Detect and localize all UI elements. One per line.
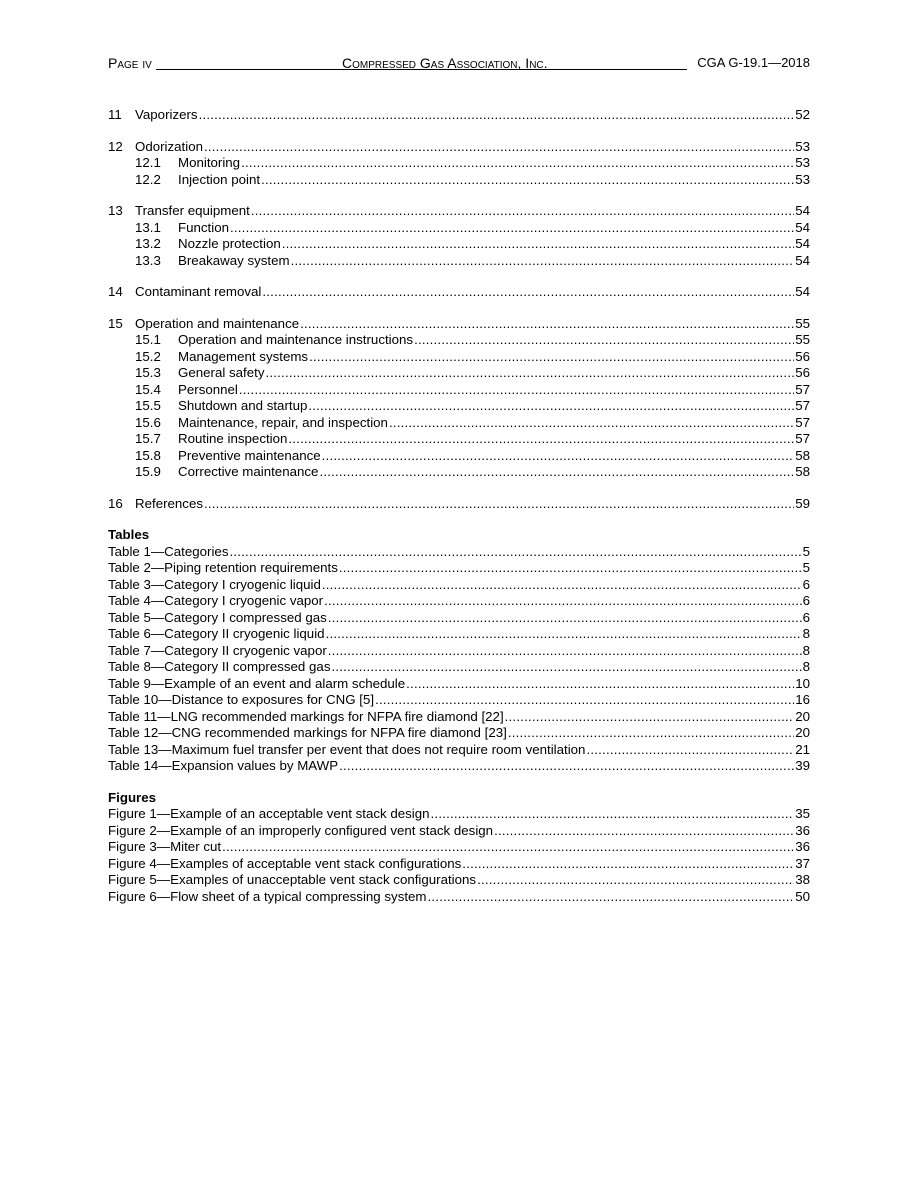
dot-leader	[494, 823, 794, 840]
toc-subsection-entry[interactable]	[108, 464, 810, 481]
toc-entry-number: 15.8	[135, 447, 161, 463]
toc-entry-title: Table 9—Example of an event and alarm schedule	[108, 675, 406, 691]
toc-entry-title: Vaporizers	[135, 107, 198, 122]
toc-entry-page: 56	[795, 365, 810, 380]
toc-entry-title: Table 12—CNG recommended markings for NFPA fire diamond [23]	[108, 725, 507, 740]
toc-entry-title: Figure 3—Miter cut	[108, 839, 222, 854]
toc-entry-number: 13.2	[135, 236, 161, 251]
toc-subsection-entry[interactable]	[108, 431, 810, 448]
toc-entry-number: 15.2	[135, 348, 161, 364]
toc-entry-page: 56	[795, 348, 810, 364]
toc-entry-page: 52	[795, 107, 810, 122]
table-list-entry[interactable]	[108, 643, 810, 660]
dot-leader	[322, 448, 795, 465]
toc-section-group	[108, 139, 810, 189]
toc-entry-number: 12	[108, 138, 123, 154]
toc-entry-page: 20	[795, 708, 810, 724]
dot-leader	[462, 856, 794, 873]
toc-entry-number: 15	[108, 315, 123, 331]
dot-leader	[328, 643, 802, 660]
dot-leader	[241, 155, 794, 172]
header-rule	[156, 69, 342, 70]
toc-entry-title: Table 5—Category I compressed gas	[108, 609, 327, 625]
toc-entry-page: 53	[795, 171, 810, 187]
toc-entry-number: 15.9	[135, 464, 161, 479]
toc-entry-page: 50	[795, 888, 810, 904]
dot-leader	[291, 253, 795, 270]
table-list-entry[interactable]	[108, 742, 810, 759]
toc-entry-page: 59	[795, 495, 810, 511]
toc-entry-page: 54	[795, 252, 810, 268]
toc-entry-page: 57	[795, 414, 810, 430]
dot-leader	[230, 220, 794, 237]
toc-entry-page: 39	[795, 758, 810, 773]
table-list-entry[interactable]	[108, 659, 810, 676]
toc-entry-title: Routine inspection	[178, 431, 288, 446]
toc-section-entry[interactable]	[108, 496, 810, 513]
dot-leader	[239, 382, 794, 399]
toc-entry-title: Transfer equipment	[135, 203, 250, 218]
toc-section-entry[interactable]	[108, 316, 810, 333]
toc-entry-title: Personnel	[178, 381, 238, 397]
toc-section-group	[108, 284, 810, 301]
toc-entry-number: 16	[108, 495, 123, 511]
dot-leader	[309, 349, 794, 366]
toc-entry-page: 20	[795, 725, 810, 740]
toc-entry-page: 8	[802, 642, 810, 658]
toc-entry-number: 14	[108, 284, 123, 299]
table-list-entry[interactable]	[108, 560, 810, 577]
toc-entry-title: Table 11—LNG recommended markings for NFPA fire diamond [22]	[108, 708, 504, 724]
toc-entry-title: Breakaway system	[178, 252, 290, 268]
toc-entry-number: 15.1	[135, 332, 161, 347]
dot-leader	[428, 889, 795, 906]
table-list-entry[interactable]	[108, 709, 810, 726]
toc-entry-page: 54	[795, 219, 810, 235]
toc-entry-number: 15.6	[135, 414, 161, 430]
dot-leader	[389, 415, 794, 432]
dot-leader	[319, 464, 794, 481]
toc-entry-title: Injection point	[178, 171, 261, 187]
toc-entry-page: 58	[795, 464, 810, 479]
table-list-entry[interactable]	[108, 544, 810, 561]
toc-entry-number: 11	[108, 107, 122, 122]
toc-subsection-entry[interactable]	[108, 415, 810, 432]
toc-entry-number: 15.3	[135, 365, 161, 380]
toc-section-entry[interactable]	[108, 284, 810, 301]
table-of-contents	[108, 107, 810, 918]
toc-entry-page: 53	[795, 155, 810, 170]
toc-entry-page: 16	[795, 692, 810, 707]
table-list-entry[interactable]	[108, 692, 810, 709]
toc-entry-title: Table 4—Category I cryogenic vapor	[108, 593, 324, 608]
dot-leader	[508, 725, 794, 742]
dot-leader	[477, 872, 794, 889]
toc-entry-page: 54	[795, 236, 810, 251]
toc-entry-page: 8	[802, 659, 810, 674]
toc-subsection-entry[interactable]	[108, 220, 810, 237]
figure-list-entry[interactable]	[108, 872, 810, 889]
toc-entry-title: Nozzle protection	[178, 236, 281, 251]
toc-entry-title: Maintenance, repair, and inspection	[178, 414, 388, 430]
table-list-entry[interactable]	[108, 593, 810, 610]
table-list-entry[interactable]	[108, 676, 810, 693]
dot-leader	[324, 593, 802, 610]
toc-entry-title: Management systems	[178, 348, 309, 364]
toc-entry-title: Figure 6—Flow sheet of a typical compressing system	[108, 888, 427, 904]
toc-entry-page: 57	[795, 398, 810, 413]
toc-section-group	[108, 316, 810, 481]
toc-entry-page: 57	[795, 381, 810, 397]
toc-entry-page: 55	[795, 315, 810, 331]
figure-list-entry[interactable]	[108, 823, 810, 840]
toc-subsection-entry[interactable]	[108, 349, 810, 366]
toc-subsection-entry[interactable]	[108, 155, 810, 172]
toc-subsection-entry[interactable]	[108, 398, 810, 415]
toc-entry-title: Shutdown and startup	[178, 398, 308, 413]
toc-entry-page: 55	[795, 332, 810, 347]
dot-leader	[328, 610, 802, 627]
toc-entry-page: 57	[795, 431, 810, 446]
dot-leader	[261, 172, 794, 189]
tables-list	[108, 544, 810, 775]
toc-entry-title: Preventive maintenance	[178, 447, 321, 463]
dot-leader	[222, 839, 794, 856]
toc-section-entry[interactable]	[108, 203, 810, 220]
dot-leader	[505, 709, 795, 726]
toc-entry-number: 13	[108, 203, 123, 218]
toc-entry-page: 6	[802, 593, 810, 608]
header-publisher: Compressed Gas Association, Inc.	[342, 55, 548, 71]
dot-leader	[322, 577, 802, 594]
toc-entry-number: 13.3	[135, 252, 161, 268]
toc-entry-title: Function	[178, 219, 229, 235]
toc-entry-title: Table 13—Maximum fuel transfer per event that does not require room ventilation	[108, 741, 586, 757]
toc-section-group	[108, 496, 810, 513]
dot-leader	[204, 496, 794, 513]
toc-entry-title: Table 3—Category I cryogenic liquid	[108, 576, 321, 592]
toc-subsection-entry[interactable]	[108, 236, 810, 253]
toc-entry-title: Operation and maintenance instructions	[178, 332, 414, 347]
dot-leader	[288, 431, 794, 448]
dot-leader	[339, 560, 802, 577]
toc-entry-page: 54	[795, 203, 810, 218]
toc-entry-title: Figure 1—Example of an acceptable vent stack design	[108, 806, 430, 821]
toc-entry-number: 15.5	[135, 398, 161, 413]
figure-list-entry[interactable]	[108, 889, 810, 906]
toc-entry-number: 12.2	[135, 171, 161, 187]
toc-entry-number: 12.1	[135, 155, 161, 170]
toc-subsection-entry[interactable]	[108, 172, 810, 189]
dot-leader	[431, 806, 795, 823]
toc-subsection-entry[interactable]	[108, 382, 810, 399]
toc-entry-title: Table 6—Category II cryogenic liquid	[108, 626, 325, 641]
toc-entry-page: 35	[795, 806, 810, 821]
toc-entry-title: References	[135, 495, 203, 511]
figure-list-entry[interactable]	[108, 856, 810, 873]
figure-list-entry[interactable]	[108, 806, 810, 823]
toc-entry-page: 6	[802, 609, 810, 625]
dot-leader	[282, 236, 794, 253]
dot-leader	[339, 758, 794, 775]
tables-heading: Tables	[108, 527, 150, 542]
figures-list	[108, 806, 810, 905]
toc-section-group	[108, 203, 810, 269]
toc-entry-page: 53	[795, 138, 810, 154]
toc-entry-page: 5	[802, 543, 810, 559]
table-list-entry[interactable]	[108, 758, 810, 775]
toc-entry-title: Table 7—Category II cryogenic vapor	[108, 642, 327, 658]
toc-entry-title: Operation and maintenance	[135, 315, 300, 331]
toc-entry-title: Table 10—Distance to exposures for CNG [5]	[108, 692, 375, 707]
dot-leader	[406, 676, 794, 693]
toc-entry-title: Figure 5—Examples of unacceptable vent stack configurations	[108, 872, 477, 887]
table-list-entry[interactable]	[108, 610, 810, 627]
toc-subsection-entry[interactable]	[108, 365, 810, 382]
toc-entry-page: 21	[795, 741, 810, 757]
dot-leader	[326, 626, 802, 643]
dot-leader	[204, 139, 794, 156]
toc-entry-title: General safety	[178, 365, 265, 380]
toc-entry-number: 15.7	[135, 431, 161, 446]
header-document-id: CGA G-19.1—2018	[697, 55, 810, 70]
dot-leader	[229, 544, 801, 561]
dot-leader	[375, 692, 794, 709]
toc-entry-title: Table 1—Categories	[108, 543, 229, 559]
toc-subsection-entry[interactable]	[108, 448, 810, 465]
table-list-entry[interactable]	[108, 577, 810, 594]
toc-subsection-entry[interactable]	[108, 332, 810, 349]
toc-entry-page: 37	[795, 855, 810, 871]
dot-leader	[251, 203, 794, 220]
toc-section-entry[interactable]	[108, 139, 810, 156]
page-header	[108, 55, 810, 73]
dot-leader	[586, 742, 794, 759]
figures-heading: Figures	[108, 789, 157, 805]
toc-entry-page: 58	[795, 447, 810, 463]
toc-entry-page: 36	[795, 839, 810, 854]
toc-entry-page: 5	[802, 560, 810, 575]
toc-entry-page: 54	[795, 284, 810, 299]
dot-leader	[199, 107, 795, 124]
dot-leader	[265, 365, 794, 382]
dot-leader	[414, 332, 794, 349]
table-list-entry[interactable]	[108, 626, 810, 643]
dot-leader	[308, 398, 794, 415]
toc-entry-title: Table 2—Piping retention requirements	[108, 560, 338, 575]
toc-entry-title: Table 8—Category II compressed gas	[108, 659, 331, 674]
toc-entry-page: 6	[802, 576, 810, 592]
toc-entry-title: Figure 4—Examples of acceptable vent stack configurations	[108, 855, 462, 871]
toc-entry-page: 36	[795, 822, 810, 838]
toc-entry-number: 15.4	[135, 381, 161, 397]
header-page-number: Page iv	[108, 55, 152, 71]
toc-subsection-entry[interactable]	[108, 253, 810, 270]
table-list-entry[interactable]	[108, 725, 810, 742]
toc-entry-page: 38	[795, 872, 810, 887]
toc-section-entry[interactable]	[108, 107, 810, 124]
toc-entry-title: Contaminant removal	[135, 284, 262, 299]
header-rule	[342, 69, 687, 70]
toc-entry-page: 8	[802, 626, 810, 641]
toc-entry-title: Monitoring	[178, 155, 241, 170]
toc-entry-title: Table 14—Expansion values by MAWP	[108, 758, 339, 773]
dot-leader	[300, 316, 794, 333]
dot-leader	[331, 659, 801, 676]
toc-entry-title: Odorization	[135, 138, 203, 154]
figure-list-entry[interactable]	[108, 839, 810, 856]
toc-section-group	[108, 107, 810, 124]
toc-entry-number: 13.1	[135, 219, 161, 235]
dot-leader	[262, 284, 794, 301]
toc-entry-title: Corrective maintenance	[178, 464, 319, 479]
toc-entry-title: Figure 2—Example of an improperly configured vent stack design	[108, 822, 494, 838]
toc-entry-page: 10	[795, 675, 810, 691]
